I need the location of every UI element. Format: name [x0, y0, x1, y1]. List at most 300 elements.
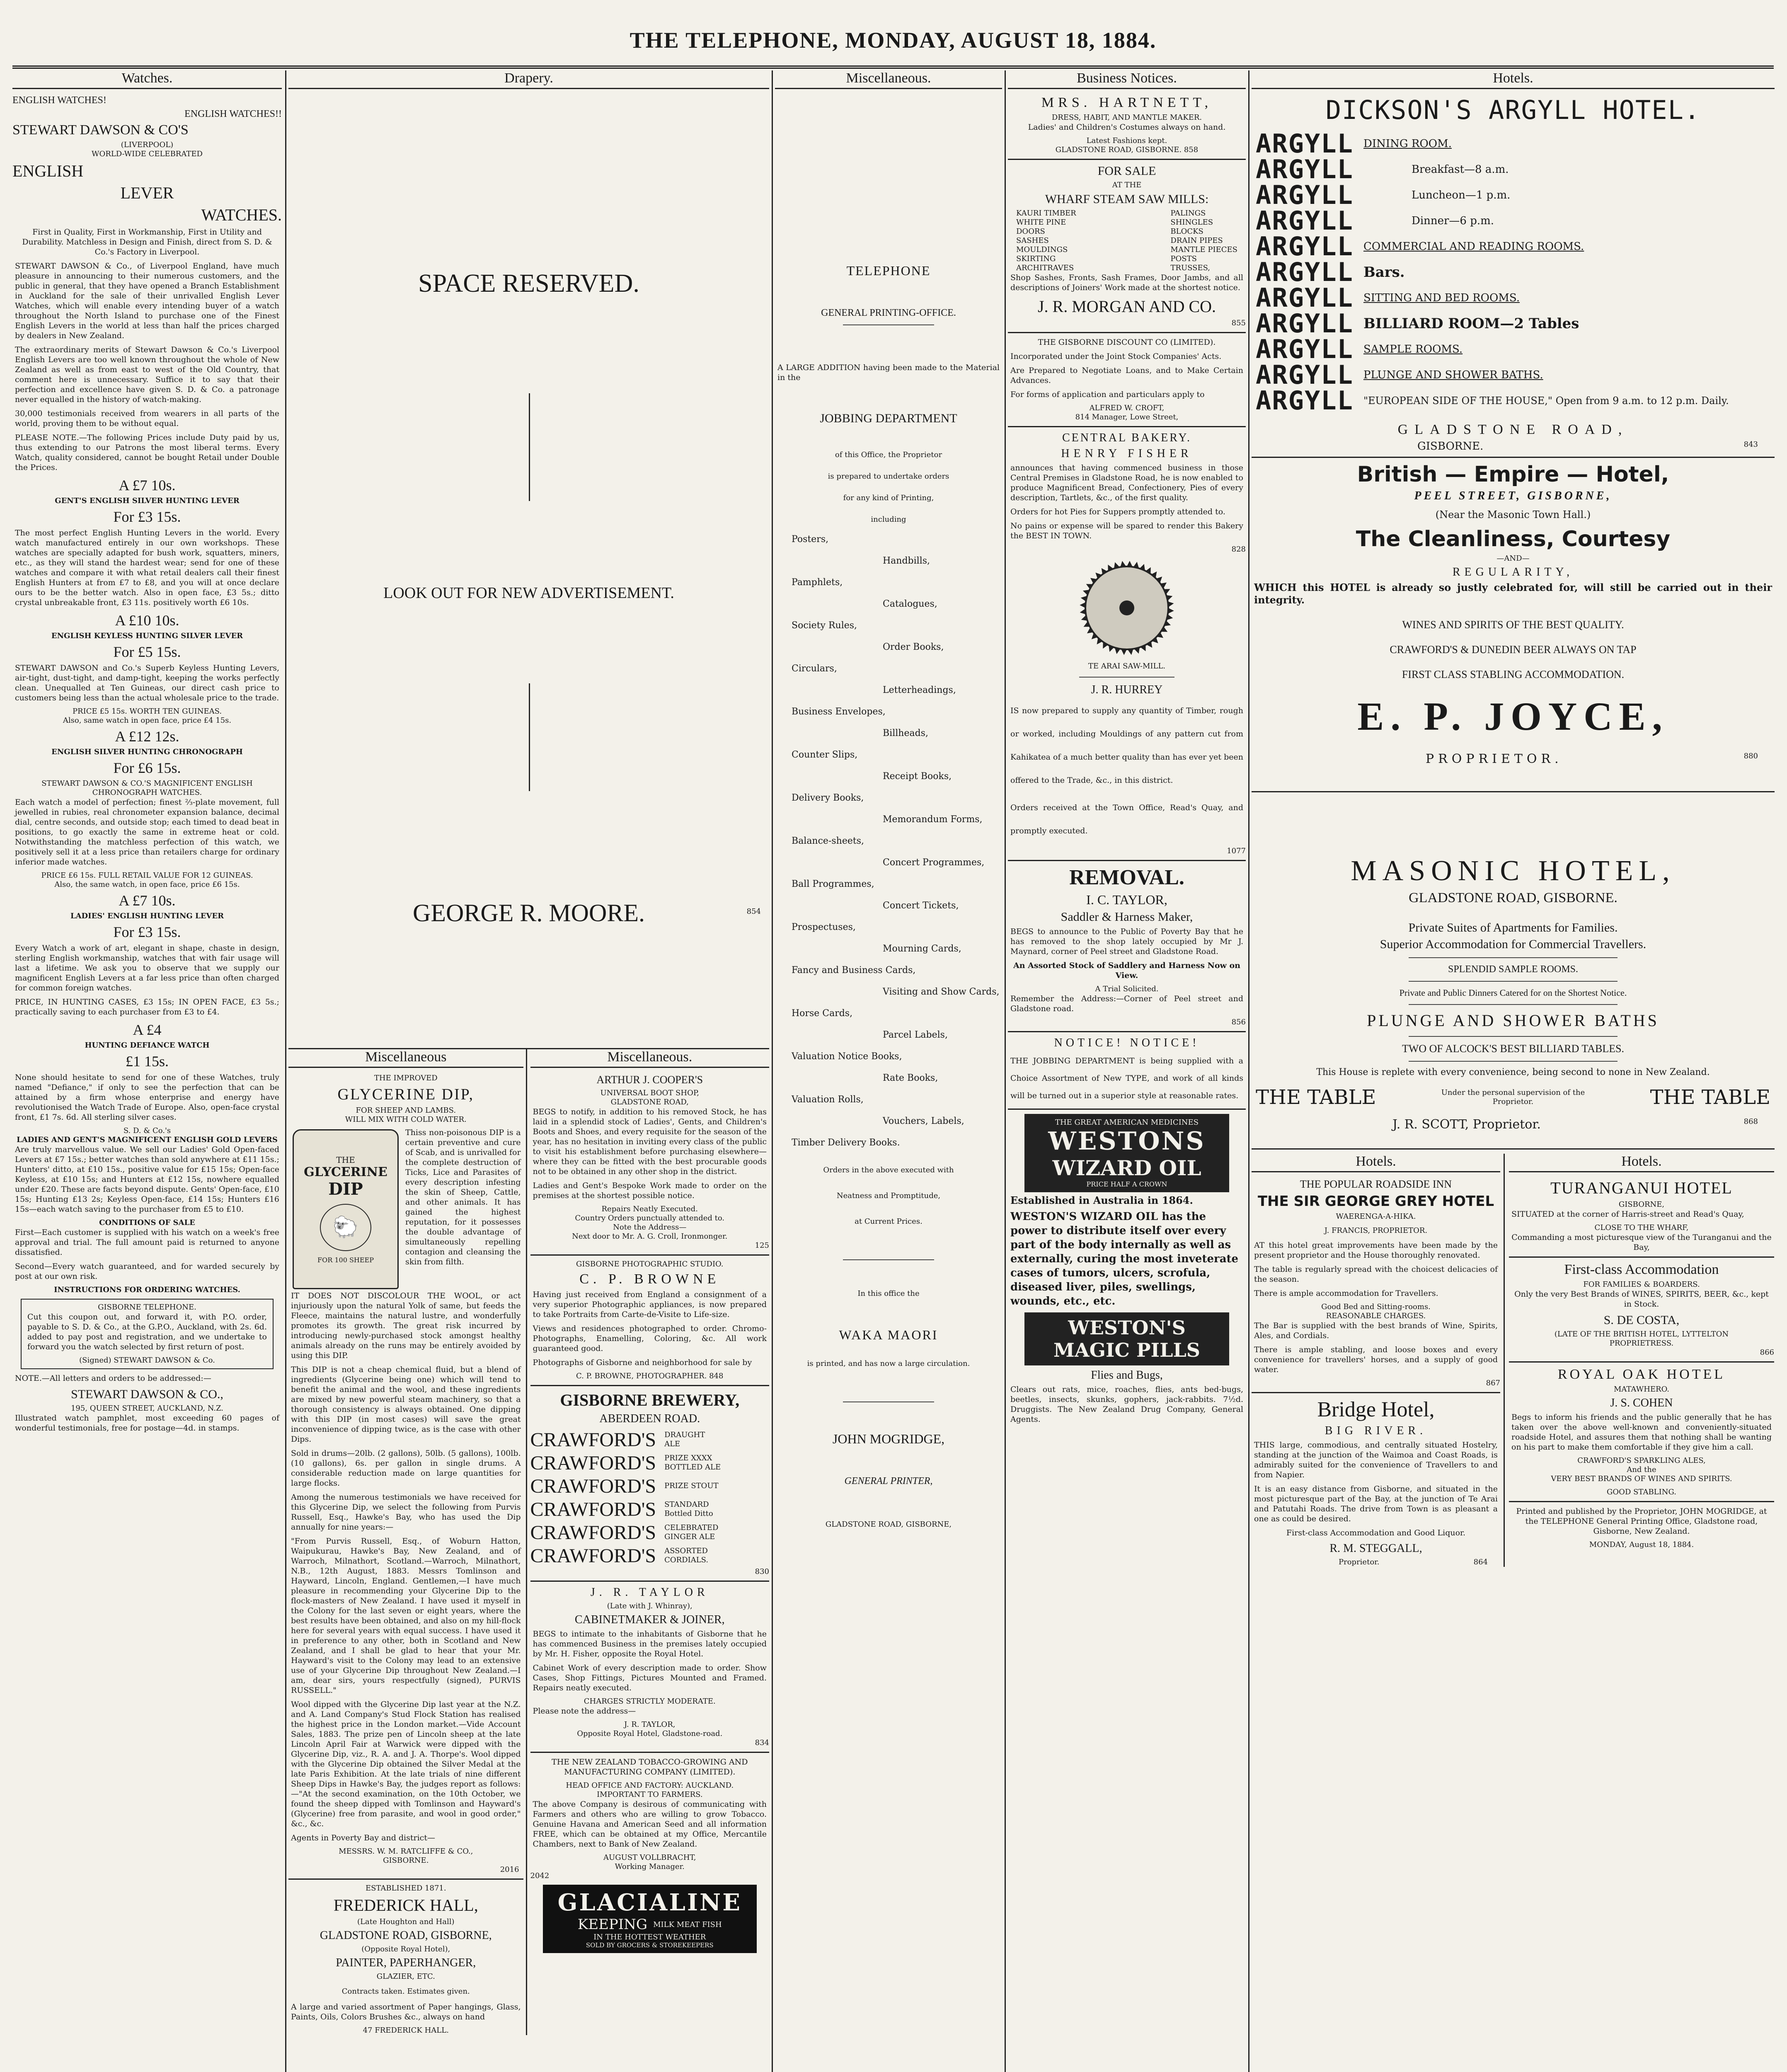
- column-rule: [772, 70, 773, 2072]
- argyll-row: [1256, 259, 1775, 285]
- column-rule: [1005, 70, 1006, 2072]
- body-text: Illustrated watch pamphlet, most exceeding 60 pages of wonderful testimonials, free for postage—4d. in stamps.: [15, 1414, 279, 1433]
- text: Contracts taken. Estimates given.: [341, 1987, 470, 1996]
- body-text: Every Watch a work of art, elegant in shape, chaste in design, sterling English workmanship, watches that with fair usage will last a lifetime. We ask you to observe that we supply our magnificent English Levers at a far less price than often charged for common foreign watches.: [15, 944, 279, 992]
- text: THE POPULAR ROADSIDE INN: [1300, 1178, 1452, 1190]
- ad-number: 880: [1743, 752, 1758, 760]
- advertiser-name: GISBORNE BREWERY,: [560, 1391, 740, 1409]
- column-heading-misc: Miscellaneous.: [775, 70, 1002, 89]
- argyll-feature: COMMERCIAL AND READING ROOMS.: [1363, 240, 1584, 253]
- display-lever: LEVER: [120, 184, 174, 202]
- text: is printed, and has now a large circulation.: [807, 1359, 970, 1368]
- body-text: This DIP is not a cheap chemical fluid, but a blend of ingredients (Glycerine being one) which will tend to benefit the animal and the wool, and these ingredients are mixed by new powerful steam machinery, so that a thorough consistency is always obtained. One dipping with this DIP (in most cases) will save the great inconvenience of dipping twice, as is the case with other Dips.: [291, 1365, 521, 1444]
- hotel-name: MASONIC HOTEL,: [1351, 855, 1676, 887]
- argyll-feature: SAMPLE ROOMS.: [1363, 343, 1463, 356]
- printing-item: Timber Delivery Books.: [792, 1138, 900, 1148]
- ad-number: 830: [755, 1567, 769, 1576]
- advertiser-name: ARTHUR J. COOPER'S: [596, 1074, 703, 1086]
- watch-heading: STEWART DAWSON & CO.'S MAGNIFICENT ENGLISH CHRONOGRAPH WATCHES.: [41, 779, 253, 797]
- glacialine-text: SOLD BY GROCERS & STOREKEEPERS: [586, 1941, 714, 1949]
- crawford-row: [530, 1498, 769, 1521]
- body-text: Remember the Address:—Corner of Peel street and Gladstone road.: [1010, 994, 1243, 1013]
- price: £1 15s.: [125, 1053, 169, 1070]
- printing-item: Memorandum Forms,: [883, 814, 983, 825]
- saw-tooth: [1128, 649, 1133, 655]
- price: For £3 15s.: [113, 924, 181, 940]
- proprietor-name: J. S. COHEN: [1610, 1397, 1673, 1409]
- crawford-product: ASSORTED CORDIALS.: [664, 1547, 709, 1564]
- drapery-column: [288, 70, 769, 2072]
- column-heading-misc: Miscellaneous: [288, 1049, 523, 1068]
- ad-number: 828: [1231, 545, 1246, 554]
- body-text: Incorporated under the Joint Stock Companies' Acts.: [1010, 352, 1222, 361]
- argyll-row: [1256, 362, 1775, 388]
- text: C. P. BROWNE, PHOTOGRAPHER. 848: [576, 1372, 724, 1380]
- argyll-feature: Bars.: [1363, 264, 1405, 281]
- text: GLADSTONE ROAD, GISBORNE,: [320, 1929, 492, 1942]
- text: DRESS, HABIT, AND MANTLE MAKER.: [1051, 113, 1202, 122]
- body-text: Photographs of Gisborne and neighborhood for sale by: [533, 1358, 752, 1367]
- timber-item: BLOCKS: [1170, 227, 1203, 236]
- address: GISBORNE.: [1417, 440, 1484, 453]
- hotels-subcolumns: [1252, 1154, 1775, 1567]
- text: Repairs Neatly Executed.: [601, 1205, 698, 1213]
- text: —AND—: [1496, 554, 1530, 563]
- hotels-subcolumn-left: [1252, 1154, 1505, 1567]
- firm-address: STEWART DAWSON & CO.,: [71, 1387, 223, 1401]
- display-watches: WATCHES.: [201, 206, 282, 224]
- crawford-label: CRAWFORD'S: [530, 1544, 656, 1567]
- westons-wizard-oil-logo: [1024, 1114, 1229, 1192]
- masthead: THE TELEPHONE, MONDAY, AUGUST 18, 1884.: [630, 28, 1157, 53]
- ad-number: 868: [1743, 1117, 1758, 1126]
- ad-number: 1077: [1227, 847, 1246, 855]
- text: Working Manager.: [615, 1862, 685, 1871]
- logo-text: MAGIC PILLS: [1053, 1339, 1201, 1361]
- paper-name: WAKA MAORI: [839, 1327, 938, 1342]
- address: PEEL STREET, GISBORNE,: [1414, 489, 1612, 502]
- body-text: The above Company is desirous of communicating with Farmers and others who are willing to grow Tobacco. Genuine Havana and American Seed and all information FREE, which can be obtained at my Office, Mercantile Chambers, next to Bank of New Zealand.: [533, 1800, 767, 1849]
- divider: [529, 683, 530, 791]
- printing-item: Handbills,: [883, 556, 930, 566]
- price: A £10 10s.: [115, 612, 179, 629]
- watch-heading: INSTRUCTIONS FOR ORDERING WATCHES.: [54, 1285, 240, 1294]
- advertiser-name: MRS. HARTNETT,: [1041, 95, 1213, 110]
- body-text: THIS large, commodious, and centrally situated Hostelry, standing at the junction of the Waimoa and Coast Roads, is admirably suited for the convenience of Travellers to and from Napier.: [1254, 1440, 1498, 1479]
- timber-item: TRUSSES,: [1170, 264, 1211, 272]
- tin-label: DIP: [328, 1179, 363, 1199]
- text: (Near the Masonic Town Hall.): [1435, 509, 1591, 520]
- crawford-label: CRAWFORD'S: [530, 1475, 656, 1497]
- body-text: THE NEW ZEALAND TOBACCO-GROWING AND MANUFACTURING COMPANY (LIMITED).: [552, 1757, 748, 1777]
- ad-number: 867: [1486, 1379, 1500, 1387]
- order-coupon: [21, 1299, 274, 1369]
- text: Proprietor.: [1339, 1558, 1380, 1566]
- crawford-list: [530, 1428, 769, 1567]
- watch-heading: ENGLISH KEYLESS HUNTING SILVER LEVER: [51, 632, 243, 640]
- hotel-name: DICKSON'S ARGYLL HOTEL.: [1325, 95, 1701, 125]
- advertiser-name: FREDERICK HALL,: [333, 1896, 478, 1915]
- coupon-heading: GISBORNE TELEPHONE.: [98, 1303, 196, 1312]
- printing-item: Ball Programmes,: [792, 879, 874, 889]
- argyll-row: [1256, 231, 1775, 261]
- hotels-subcolumn-right: [1505, 1154, 1774, 1567]
- text: CRAWFORD'S & DUNEDIN BEER ALWAYS ON TAP: [1390, 644, 1637, 656]
- tin-label: THE: [336, 1155, 355, 1165]
- body-text: Wool dipped with the Glycerine Dip last year at the N.Z. and A. Land Company's Stud Flock Station has realised the highest price in the London market.—Vide Account Sales, 1883. The prize pen of Lincoln sheep at the late Lincoln April Fair at Warwick were dipped with the Glycerine Dip, viz., R. A. and J. A. Thorpe's. Wool dipped with the Glycerine Dip obtained the Silver Medal at the late Paris Exhibition. At the late trials of nine different Sheep Dips in Hawke's Bay, the judges report as follows:—"At the second examination, on the 10th October, we found the sheep dipped with Tomlinson and Hayward's (Glycerine) free from parasite, and wool in good order," &c., &c.: [291, 1700, 521, 1828]
- text: FOR SHEEP AND LAMBS.: [356, 1106, 456, 1115]
- body-text: PRICE £6 15s. FULL RETAIL VALUE FOR 12 GUINEAS.: [41, 871, 253, 880]
- argyll-feature: Breakfast—8 a.m.: [1411, 163, 1509, 176]
- text: HEAD OFFICE AND FACTORY: AUCKLAND.: [566, 1781, 734, 1790]
- argyll-label: ARGYLL: [1256, 334, 1354, 364]
- crawford-product: PRIZE STOUT: [664, 1481, 719, 1490]
- printing-item: Rate Books,: [883, 1073, 938, 1083]
- body-text: THE GISBORNE DISCOUNT CO (LIMITED).: [1038, 338, 1216, 347]
- text: UNIVERSAL BOOT SHOP,: [600, 1089, 700, 1097]
- printing-item: Business Envelopes,: [792, 707, 886, 717]
- ad-heading: WHARF STEAM SAW MILLS:: [1045, 192, 1209, 206]
- printing-item: Prospectuses,: [792, 922, 856, 932]
- text: WILL MIX WITH COLD WATER.: [345, 1115, 467, 1124]
- tin-label: GLYCERINE: [304, 1164, 387, 1179]
- body-text: Shop Sashes, Fronts, Sash Frames, Door Jambs, and all descriptions of Joiners' Work made at the shortest notice.: [1010, 273, 1243, 292]
- text: GOOD STABLING.: [1607, 1488, 1676, 1496]
- quality-text: First in Quality, First in Workmanship, First in Utility and Durability. Matchless in Design and Finish, direct from S. D. & Co.'s Factory in Liverpool.: [22, 228, 272, 257]
- argyll-row: [1256, 308, 1775, 339]
- masthead-rule: [12, 65, 1774, 69]
- argyll-row: [1256, 128, 1775, 159]
- proprietor-row: [1252, 752, 1775, 766]
- argyll-row: [1256, 154, 1775, 184]
- address-row: [1252, 440, 1775, 453]
- text: Superior Accommodation for Commercial Travellers.: [1380, 937, 1647, 951]
- timber-list-right: [1170, 209, 1237, 273]
- text: THE IMPROVED: [374, 1074, 438, 1082]
- body-text: PRICE, IN HUNTING CASES, £3 15s; IN OPEN FACE, £3 5s.; practically saving to each purchaser from £3 to £4.: [15, 997, 279, 1017]
- saw-tooth: [1168, 601, 1174, 607]
- crawford-row: [530, 1451, 769, 1474]
- address: GLADSTONE ROAD, GISBORNE.: [1409, 890, 1618, 905]
- argyll-row: [1256, 336, 1775, 362]
- body-text: Having just received from England a consignment of a very superior Photographic appliances, is now prepared to take Portraits from Carte-de-Visite to Life-size.: [533, 1290, 767, 1319]
- body-text: Commanding a most picturesque view of the Turanganui and the Bay,: [1511, 1233, 1772, 1252]
- crawford-label: CRAWFORD'S: [530, 1521, 656, 1544]
- ad-heading: Flies and Bugs,: [1091, 1369, 1163, 1382]
- body-text: STEWART DAWSON and Co.'s Superb Keyless Hunting Levers, air-tight, dust-tight, and damp-tight, keeping the works perfectly clean. Unequalled at Ten Guineas, our direct cash price to customers being less than the actual wholesale price to the trade.: [15, 663, 279, 702]
- printing-item: Billheads,: [883, 728, 928, 738]
- argyll-label: ARGYLL: [1256, 360, 1354, 390]
- text: A Trial Solicited.: [1095, 985, 1159, 993]
- crawford-product: PRIZE XXXX BOTTLED ALE: [664, 1454, 721, 1472]
- text: ALFRED W. CROFT,: [1089, 404, 1165, 412]
- column-heading-hotels: Hotels.: [1252, 70, 1775, 89]
- printing-item: Vouchers, Labels,: [883, 1116, 964, 1126]
- body-text: Are Prepared to Negotiate Loans, and to Make Certain Advances.: [1010, 366, 1243, 385]
- column-rule: [1248, 70, 1249, 2072]
- printing-item: Circulars,: [792, 663, 837, 674]
- body-text: This House is replete with every convenience, being second to none in New Zealand.: [1316, 1067, 1710, 1077]
- firm-location: (LIVERPOOL): [121, 140, 174, 149]
- westons-magic-pills-logo: [1024, 1312, 1229, 1365]
- argyll-row: [1256, 285, 1775, 311]
- argyll-feature: Dinner—6 p.m.: [1411, 215, 1494, 227]
- advertiser-name: C. P. BROWNE: [579, 1271, 720, 1287]
- ad-number: 855: [1231, 319, 1246, 327]
- argyll-label: ARGYLL: [1256, 128, 1354, 159]
- printing-item: Valuation Rolls,: [792, 1094, 864, 1105]
- column-heading-misc: Miscellaneous.: [530, 1049, 769, 1068]
- body-text: Clears out rats, mice, roaches, flies, ants bed-bugs, beetles, insects, skunks, gophers, jack-rabbits. 7½d. Druggists. The New Zealand Drug Company, General Agents.: [1010, 1385, 1243, 1424]
- body-text: IT DOES NOT DISCOLOUR THE WOOL, or act injuriously upon the natural Yolk of same, but feeds the Fleece, maintains the natural lustre, and wonderfully promotes its growth. The great risk incurred by introducing newly-purchased stock amongst healthy animals already on the runs may be entirely avoided by using this DIP.: [291, 1291, 521, 1360]
- text: for any kind of Printing,: [843, 494, 934, 502]
- watch-heading: GENT'S ENGLISH SILVER HUNTING LEVER: [55, 496, 240, 505]
- saw-blade-icon: [1077, 558, 1177, 658]
- column-rule: [285, 70, 286, 2072]
- saw-tooth: [1080, 609, 1086, 615]
- text: Saddler & Harness Maker,: [1061, 910, 1193, 924]
- timber-item: SASHES: [1016, 236, 1049, 245]
- body-text: BEGS to notify, in addition to his removed Stock, he has laid in a splendid stock of Ladies', Gents, and Children's Boots and Shoes, and every requisite for the season of the year, has no hesitation in inviting every class of the public to visit his establishment before purchasing elsewhere—where they can be fitted with the best procurable goods not to be obtained in any other shop in the district.: [533, 1107, 767, 1176]
- logo-text: PRICE HALF A CROWN: [1086, 1180, 1167, 1188]
- timber-item: MANTLE PIECES: [1170, 245, 1237, 254]
- headline: ENGLISH WATCHES!!: [184, 109, 282, 119]
- text: AT THE: [1112, 181, 1142, 189]
- argyll-feature: "EUROPEAN SIDE OF THE HOUSE," Open from 9 a.m. to 12 p.m. Daily.: [1363, 395, 1729, 407]
- ad-number: 2042: [530, 1871, 550, 1880]
- argyll-label: ARGYLL: [1256, 283, 1354, 313]
- body-text: PRICE £5 15s. WORTH TEN GUINEAS.: [72, 707, 222, 716]
- body-text: Agents in Poverty Bay and district—: [291, 1833, 435, 1842]
- advertiser-name: J. R. TAYLOR: [590, 1586, 709, 1599]
- text: Orders in the above executed with: [823, 1166, 954, 1174]
- argyll-row: [1256, 385, 1775, 416]
- body-text: A large and varied assortment of Paper hangings, Glass, Paints, Oils, Colors Brushes &c., always on hand: [291, 2002, 521, 2021]
- printing-item: Parcel Labels,: [883, 1030, 948, 1040]
- body-text: Only the very Best Brands of WINES, SPIRITS, BEER, &c., kept in Stock.: [1514, 1290, 1769, 1309]
- body-text: 30,000 testimonials received from wearers in all parts of the world, proving them to be without equal.: [15, 409, 279, 428]
- glacialine-title: GLACIALINE: [557, 1889, 742, 1916]
- glacialine-ad: [543, 1885, 757, 1953]
- text: CABINETMAKER & JOINER,: [574, 1613, 725, 1626]
- column-heading-watches: Watches.: [12, 70, 282, 89]
- text: AUGUST VOLLBRACHT,: [603, 1853, 696, 1862]
- body-text: No pains or expense will be spared to render this Bakery the BEST IN TOWN.: [1010, 521, 1243, 540]
- text: 814 Manager, Lowe Street,: [1075, 413, 1179, 421]
- body-text: None should hesitate to send for one of these Watches, truly named "Defiance," if only to see the perfection that can be attained by a firm whose enterprise and energy have revolutionised the Watch Trade of Europe. Also, open-face crystal front, £1 7s. 6d. All sterling silver cases.: [15, 1073, 279, 1122]
- printing-item: Mourning Cards,: [883, 944, 961, 954]
- price: For £6 15s.: [113, 760, 181, 776]
- misc2-column: [527, 1049, 769, 2035]
- ad-number: 2016: [500, 1865, 519, 1874]
- body-text: First—Each customer is supplied with his watch on a week's free approval and trial. The full amount paid is returned to anyone dissatisfied.: [15, 1228, 279, 1257]
- printing-column: [775, 70, 1002, 2072]
- body-text: AT this hotel great improvements have been made by the present proprietor and the House thoroughly renovated.: [1254, 1241, 1498, 1260]
- office-name: GENERAL PRINTING-OFFICE.: [821, 307, 956, 318]
- text: VERY BEST BRANDS OF WINES AND SPIRITS.: [1551, 1474, 1732, 1483]
- agents-name: MESSRS. W. M. RATCLIFFE & CO.,: [339, 1847, 473, 1856]
- body-text: An Assorted Stock of Saddlery and Harness Now on View.: [1013, 961, 1240, 980]
- body-text: Established in Australia in 1864.: [1010, 1194, 1193, 1206]
- text: CRAWFORD'S SPARKLING ALES,: [1577, 1456, 1706, 1465]
- price: A £7 10s.: [119, 477, 176, 494]
- glacialine-text: MILK MEAT FISH: [653, 1920, 722, 1929]
- saw-tooth: [1121, 649, 1127, 655]
- text: Private and Public Dinners Catered for on the Shortest Notice.: [1399, 988, 1627, 998]
- drapery-ad: [288, 95, 769, 1048]
- ad-number: 854: [746, 907, 761, 916]
- crawford-label: CRAWFORD'S: [530, 1428, 656, 1451]
- body-text: Orders received at the Town Office, Read's Quay, and promptly executed.: [1010, 803, 1243, 835]
- crawford-label: CRAWFORD'S: [530, 1452, 656, 1474]
- body-text: Are truly marvellous value. We sell our Ladies' Gold Open-faced Levers at £7 15s.; better watches than sold anywhere at £11 15s.; Hunters' ditto, at £10 15s., positive value for £15 15s; Open-face Keyless, at £10 15s; and Hunters at £12 15s, nowhere equalled under £20. These are facts beyond dispute. Gents' Open-face, £10 15s; Hunting £13 2s; Keyless Open-face, £14 15s; Hunters £16 15s—each watch saving to the purchaser from £5 to £10.: [15, 1145, 279, 1214]
- glycerine-column: [288, 1049, 527, 2035]
- text: PROPRIETRESS.: [1609, 1339, 1674, 1348]
- address: GLADSTONE ROAD,: [1397, 422, 1629, 437]
- glacialine-text: KEEPING: [577, 1916, 648, 1933]
- price: A £7 10s.: [119, 892, 176, 909]
- text: Country Orders punctually attended to.: [575, 1214, 725, 1222]
- body-text: WESTON'S WIZARD OIL has the power to distribute itself over every part of the body internally as well as externally, curing the most inveterate cases of tumors, ulcers, scrofula, diseased liver, piles, swellings, wounds, etc., etc.: [1010, 1210, 1239, 1307]
- proprietor-name: R. M. STEGGALL,: [1329, 1542, 1422, 1555]
- text: J. R. TAYLOR,: [624, 1720, 676, 1729]
- text: THE TABLE: [1650, 1086, 1770, 1109]
- crawford-label: CRAWFORD'S: [530, 1498, 656, 1520]
- text: PAINTER, PAPERHANGER,: [336, 1956, 476, 1969]
- body-text: IS now prepared to supply any quantity of Timber, rough or worked, including Mouldings of any pattern cut from Kahikatea of a much better quality than has ever yet been offered to the Trade, &c., in this district.: [1010, 706, 1243, 785]
- printer-name: JOHN MOGRIDGE,: [832, 1431, 945, 1446]
- body-text: Second—Every watch guaranteed, and for warded securely by post at our own risk.: [15, 1262, 279, 1281]
- watch-heading: HUNTING DEFIANCE WATCH: [85, 1041, 210, 1050]
- text: IMPORTANT TO FARMERS.: [596, 1790, 703, 1799]
- glacialine-text: IN THE HOTTEST WEATHER: [593, 1933, 706, 1941]
- office-name: TELEPHONE: [846, 263, 931, 278]
- ad-number: 856: [1231, 1018, 1246, 1026]
- tin-row: [288, 1128, 523, 1291]
- text: Latest Fashions kept.: [1086, 136, 1167, 145]
- text: Neatness and Promptitude,: [836, 1191, 941, 1200]
- body-text: BEGS to announce to the Public of Poverty Bay that he has removed to the shop lately occupied by Mr J. Maynard, corner of Peel street and Gladstone Road.: [1010, 927, 1243, 956]
- text: of this Office, the Proprietor: [835, 450, 942, 459]
- argyll-row: [1256, 182, 1775, 208]
- text: 47 FREDERICK HALL.: [363, 2026, 449, 2035]
- timber-list: [1008, 209, 1246, 273]
- ad-number: 834: [755, 1738, 769, 1747]
- watches-column: [12, 70, 282, 2072]
- column-heading-hotels: Hotels.: [1509, 1154, 1774, 1172]
- advertiser-name: J. R. MORGAN AND CO.: [1037, 297, 1216, 316]
- body-text: Thiss non-poisonous DIP is a certain preventive and cure of Scab, and is unrivalled for the complete destruction of Ticks, Lice and Parasites of every description infesting the skin of Sheep, Cattle, and other animals. It has gained the highest reputation, for it possesses the double advantage of simultaneously repelling contagion and cleansing the skin from filth.: [405, 1128, 521, 1266]
- printing-items-list: [775, 533, 1002, 1149]
- timber-item: MOULDINGS: [1016, 245, 1068, 254]
- firm-name: STEWART DAWSON & CO'S: [12, 122, 189, 138]
- timber-list-left: [1016, 209, 1076, 273]
- text: (Late Houghton and Hall): [357, 1917, 455, 1926]
- body-text: Ladies' and Children's Costumes always on hand.: [1028, 123, 1226, 132]
- timber-item: SKIRTING: [1016, 254, 1056, 263]
- proprietor-row: [1252, 1117, 1775, 1132]
- text: GLADSTONE ROAD,: [610, 1098, 689, 1106]
- timber-item: DRAIN PIPES: [1170, 236, 1223, 245]
- watch-heading: LADIES' ENGLISH HUNTING LEVER: [70, 912, 224, 920]
- body-text: Also, the same watch, in open face, price £6 15s.: [54, 880, 240, 889]
- text: FOR FAMILIES & BOARDERS.: [1583, 1280, 1700, 1289]
- saw-tooth: [1080, 602, 1086, 608]
- price: A £12 12s.: [115, 728, 179, 745]
- logo-text: WIZARD OIL: [1052, 1156, 1201, 1180]
- text: Next door to Mr. A. G. Croll, Ironmonger.: [572, 1232, 728, 1241]
- text: In this office the: [857, 1289, 920, 1298]
- text: WINES AND SPIRITS OF THE BEST QUALITY.: [1402, 619, 1624, 631]
- text: including: [871, 515, 906, 524]
- tin-label: FOR 100 SHEEP: [317, 1256, 374, 1264]
- argyll-label: ARGYLL: [1256, 231, 1354, 261]
- divider: [529, 393, 530, 501]
- agents-place: GISBORNE.: [383, 1856, 429, 1865]
- hotels-column: [1252, 70, 1775, 2072]
- price: A £4: [133, 1021, 162, 1038]
- business-column: [1008, 70, 1246, 2072]
- body-text: Please note the address—: [533, 1706, 636, 1716]
- ad-number: 843: [1743, 440, 1758, 449]
- body-text: "From Purvis Russell, Esq., of Woburn Hatton, Waipukurau, Hawke's Bay, New Zealand, and of Warroch, Milnathort, Scotland.—Warroch, Milnathort, N.B., 12th August, 1883. Messrs Tomlinson and Hayward, Lincoln, England. Gentlemen,—I have much pleasure in recommending your Glycerine Dip to the flock-masters of New Zealand. I have used it myself in the Colony for the last seven or eight years, where the best results have been obtained, and also on my hill-flock here for several years with equal success. I have used it in preference to any other, both in Scotland and New Zealand, and I shall be glad to hear that your Mr. Hayward's visit to the Colony may lead to an extensive use of your Glycerine Dip throughout New Zealand.—I am, dear sirs, yours respectfully (signed), PURVIS RUSSELL.": [291, 1537, 521, 1695]
- proprietor-name: S. DE COSTA,: [1603, 1313, 1680, 1327]
- price: For £5 15s.: [113, 644, 181, 660]
- text: GLADSTONE ROAD, GISBORNE. 858: [1055, 145, 1199, 154]
- body-text: The most perfect English Hunting Levers in the world. Every watch manufactured entirely in our own workshops. These watches are specially adapted for bush work, squatters, miners, etc., as they will stand the hardest wear; send for one of these watches and compare it with what retail dealers call their finest English Hunters at from £7 to £8, and you will at once declare ours to be the better watch. Also in open face, £3 5s.; ditto crystal unbreakable front, £3 11s. positively worth £6 10s.: [15, 528, 279, 607]
- crawford-product: STANDARD Bottled Ditto: [664, 1500, 713, 1518]
- argyll-feature: Luncheon—1 p.m.: [1411, 189, 1511, 201]
- printing-item: Counter Slips,: [792, 750, 858, 760]
- printing-item: Valuation Notice Books,: [792, 1051, 902, 1062]
- ad-number: 864: [1473, 1558, 1488, 1566]
- argyll-label: ARGYLL: [1256, 154, 1354, 184]
- ad-heading: NOTICE! NOTICE!: [1054, 1036, 1200, 1049]
- printing-item: Posters,: [792, 534, 829, 545]
- argyll-feature: SITTING AND BED ROOMS.: [1363, 292, 1520, 304]
- coupon-text: Cut this coupon out, and forward it, with P.O. order, payable to S. D. & Co., at the G.P.O., Auckland, with 2s. 6d. added to pay post and registration, and we undertake to forward you the watch selected by first return of post.: [27, 1312, 267, 1351]
- column-heading-drapery: Drapery.: [288, 70, 769, 89]
- table-row: [1252, 1086, 1775, 1109]
- text: (Opposite Royal Hotel),: [361, 1945, 450, 1953]
- timber-item: SHINGLES: [1170, 218, 1213, 227]
- text: Note the Address—: [613, 1223, 687, 1232]
- timber-item: PALINGS: [1170, 209, 1206, 218]
- body-text: The Bar is supplied with the best brands of Wine, Spirits, Ales, and Cordials.: [1254, 1321, 1498, 1340]
- printing-item: Concert Tickets,: [883, 900, 959, 911]
- text: The Cleanliness, Courtesy: [1356, 527, 1671, 552]
- look-out: LOOK OUT FOR NEW ADVERTISEMENT.: [383, 584, 674, 602]
- body-text: First-class Accommodation and Good Liquor.: [1286, 1528, 1466, 1537]
- argyll-row: [1256, 208, 1775, 234]
- display-english: ENGLISH: [12, 162, 84, 180]
- printing-item: Horse Cards,: [792, 1008, 853, 1019]
- body-text: NOTE.—All letters and orders to be addressed:—: [15, 1374, 211, 1383]
- hotel-name: ROYAL OAK HOTEL: [1557, 1367, 1726, 1382]
- advertiser-name: GEORGE R. MOORE.: [412, 899, 645, 927]
- argyll-feature: DINING ROOM.: [1363, 138, 1452, 150]
- text: REASONABLE CHARGES.: [1326, 1312, 1426, 1320]
- printing-item: Visiting and Show Cards,: [883, 987, 1000, 997]
- firm-address: 195, QUEEN STREET, AUCKLAND, N.Z.: [70, 1404, 223, 1413]
- text: First-class Accommodation: [1564, 1262, 1719, 1277]
- advertiser-name: J. R. HURREY: [1091, 683, 1163, 696]
- text: WAERENGA-A-HIKA.: [1336, 1212, 1416, 1221]
- body-text: STEWART DAWSON & Co., of Liverpool England, have much pleasure in announcing to their numerous customers, and the public in general, that they have opened a Branch Establishment in Auckland for the sale of their unrivalled English Lever Watches, which will enable every intending buyer of a watch throughout the North Island to purchase one of the Finest English Levers in the world at less than half the prices charged by dealers in New Zealand.: [15, 261, 279, 340]
- text: Good Bed and Sitting-rooms.: [1321, 1302, 1431, 1311]
- text: THE TABLE: [1256, 1086, 1376, 1109]
- imprint-date: MONDAY, August 18, 1884.: [1589, 1540, 1694, 1549]
